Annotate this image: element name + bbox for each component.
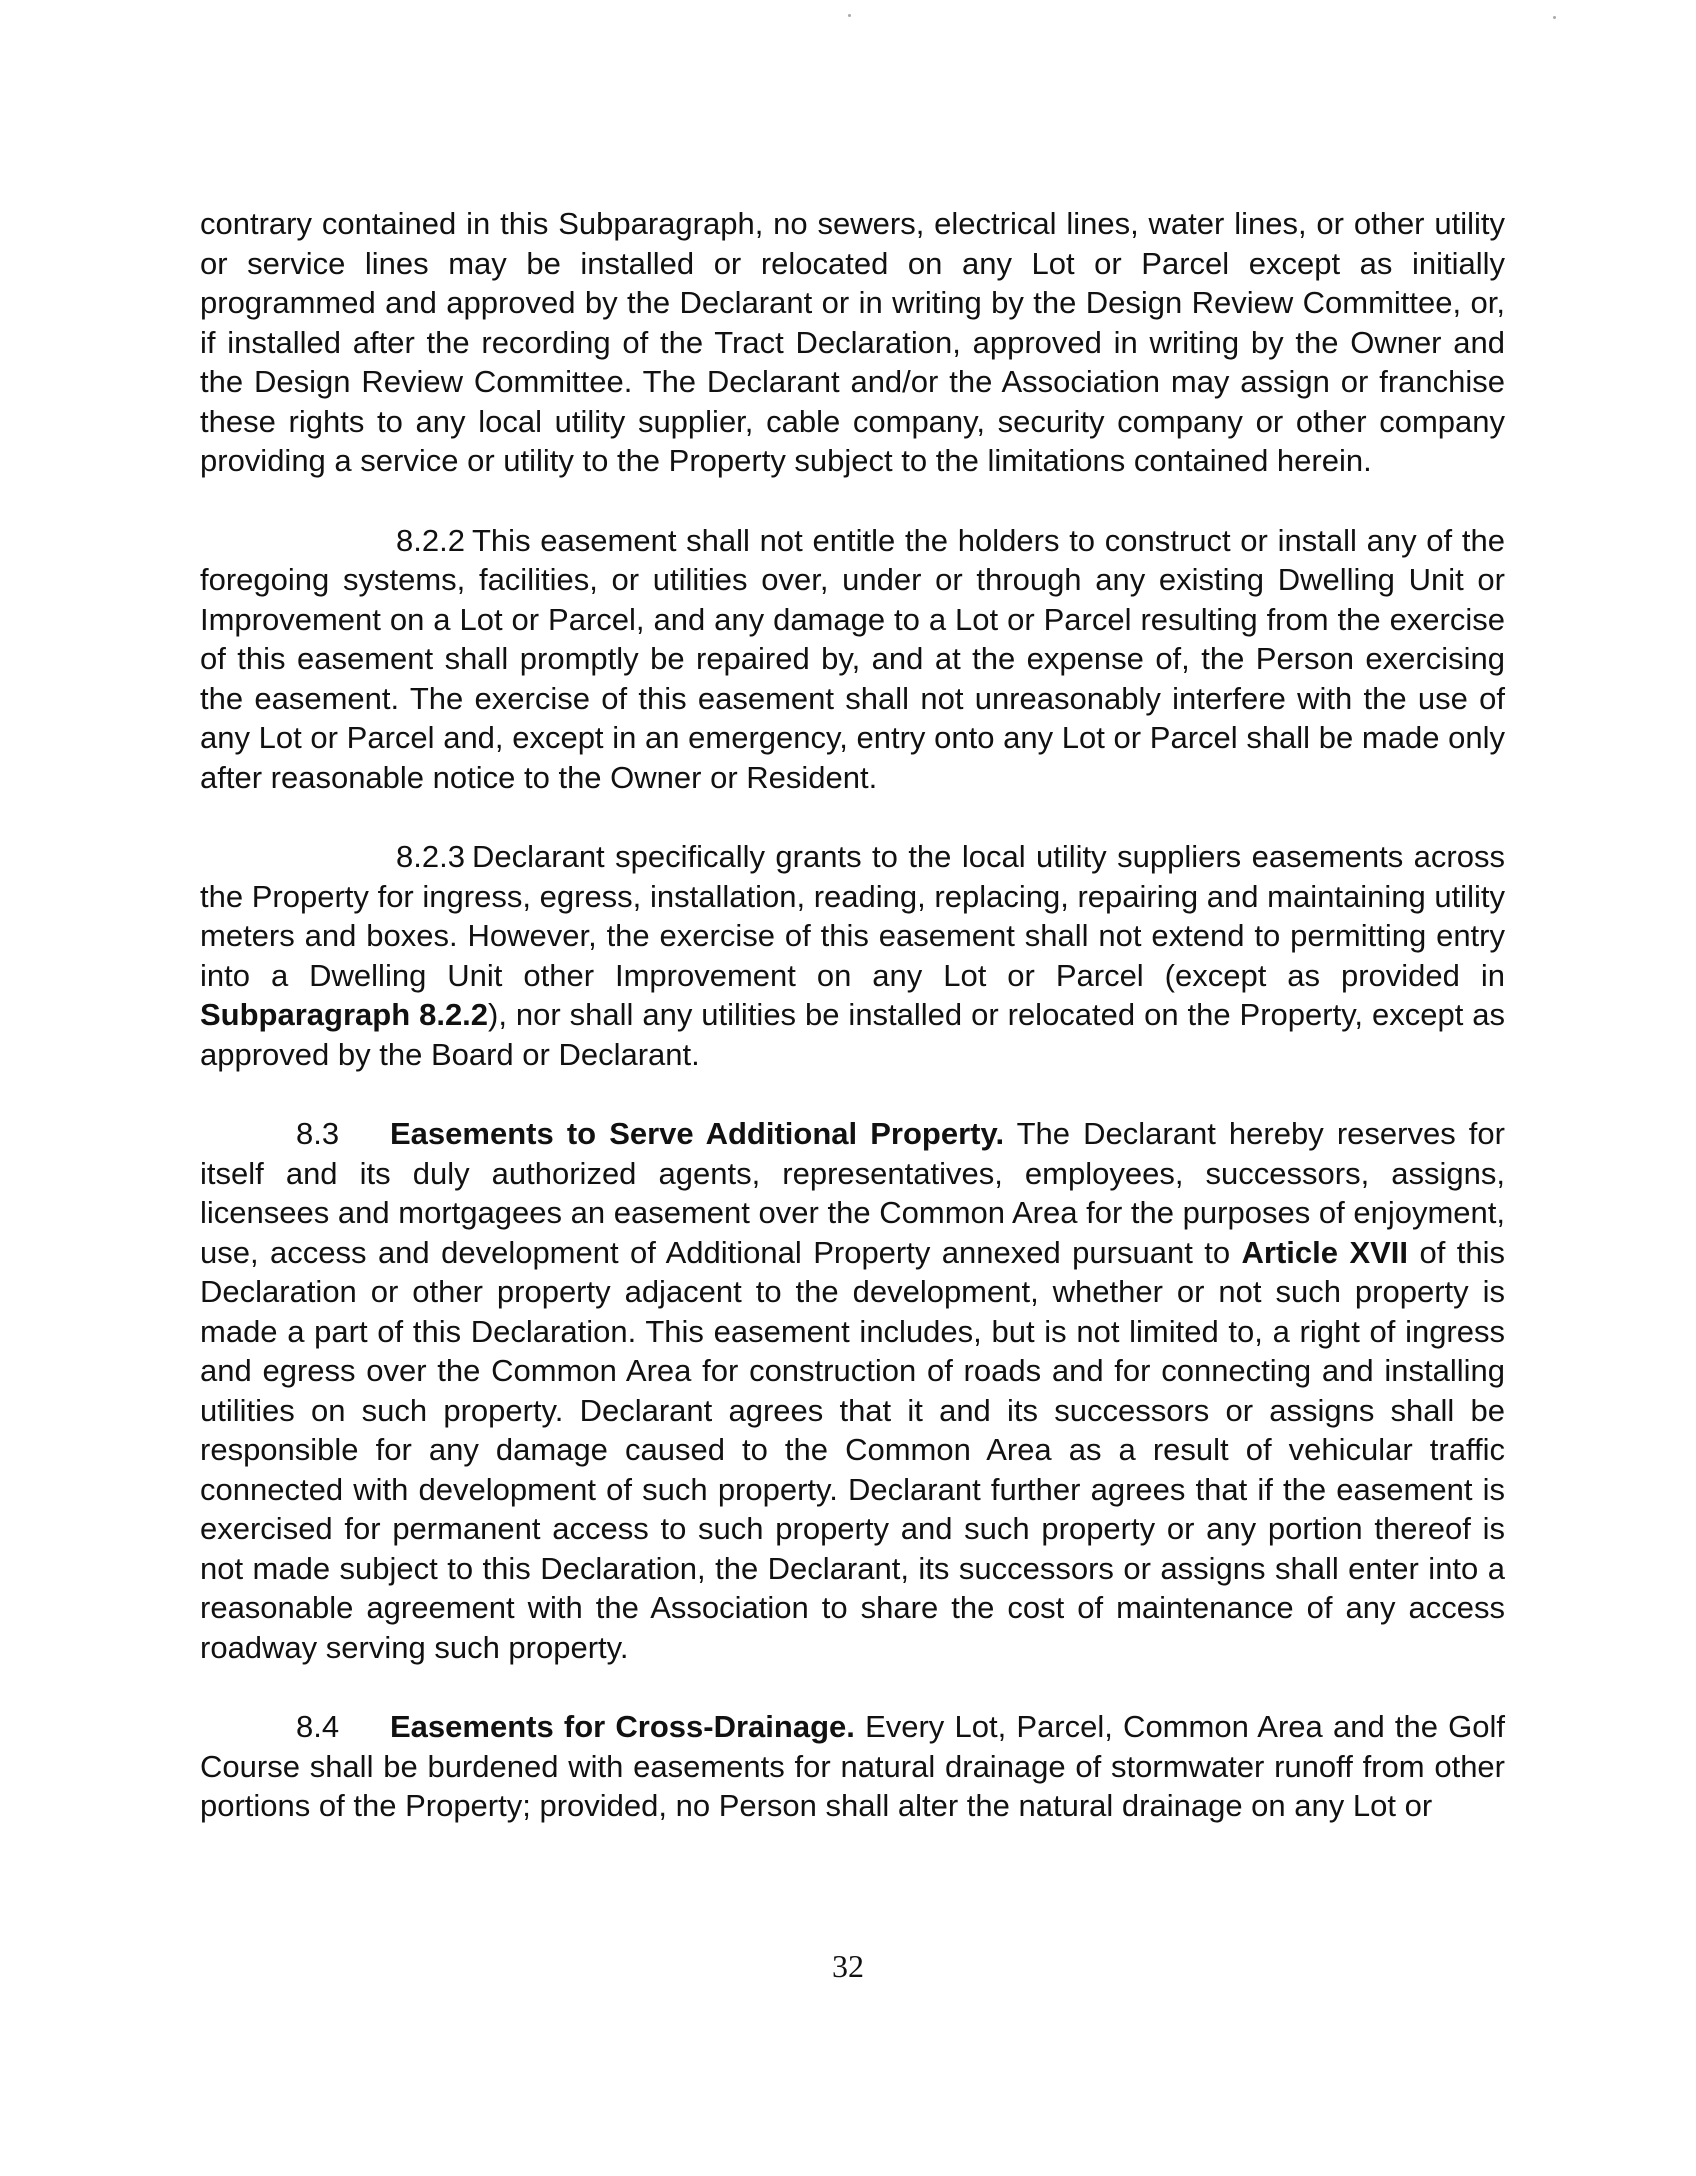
paragraph-8-3: [200, 1114, 1505, 1667]
page-number: 32: [832, 1948, 864, 1984]
paragraph-text: contrary contained in this Subparagraph, no sewers, electrical lines, water lines, or other utility or service lines may be installed or relocated on any Lot or Parcel except as initially programmed and approved by the Declarant or in writing by the Design Review Committee, or, if installed after the recording of the Tract Declaration, approved in writing by the Owner and the Design Review Committee. The Declarant and/or the Association may assign or franchise these rights to any local utility supplier, cable company, security company or other company providing a service or utility to the Property subject to the limitations contained herein.: [200, 206, 1505, 478]
cross-reference: Article XVII: [1241, 1234, 1409, 1270]
paragraph-8-2-2: [200, 521, 1505, 798]
document-body: [200, 204, 1505, 1826]
paragraph-8-4: [200, 1707, 1505, 1826]
paragraph-text: The Declarant hereby reserves for itself and its duly authorized agents, representatives, employees, successors, assigns, licensees and mortgagees an easement over the Common Area for the purposes of enjoyment, use, access and development of Additional Property annexed pursuant to: [200, 1116, 1505, 1270]
paragraph-8-2-3: [200, 837, 1505, 1074]
cross-reference: Subparagraph 8.2.2: [200, 997, 489, 1032]
paragraph-continuation: [200, 204, 1505, 481]
paragraph-text: This easement shall not entitle the holders to construct or install any of the foregoing systems, facilities, or utilities over, under or through any existing Dwelling Unit or Improvement on a Lot or Parcel, and any damage to a Lot or Parcel resulting from the exercise of this easement shall promptly be repaired by, and at the expense of, the Person exercising the easement. The exercise of this easement shall not unreasonably interfere with the use of any Lot or Parcel and, except in an emergency, entry onto any Lot or Parcel shall be made only after reasonable notice to the Owner or Resident.: [200, 522, 1505, 795]
section-heading: Easements for Cross-Drainage.: [390, 1709, 855, 1744]
section-number: 8.3: [296, 1116, 340, 1151]
section-number: 8.2.3: [396, 839, 465, 874]
paragraph-text: of this Declaration or other property adjacent to the development, whether or not such property is made a part of this Declaration. This easement includes, but is not limited to, a right of ingress and egress over the Common Area for construction of roads and for connecting and installing utilities on such property. Declarant agrees that it and its successors or assigns shall be responsible for any damage caused to the Common Area as a result of vehicular traffic connected with development of such property. Declarant further agrees that if the easement is exercised for permanent access to such property and such property or any portion thereof is not made subject to this Declaration, the Declarant, its successors or assigns shall enter into a reasonable agreement with the Association to share the cost of maintenance of any access roadway serving such property.: [200, 1234, 1505, 1665]
scan-speck: [848, 14, 851, 17]
paragraph-text: Declarant specifically grants to the local utility suppliers easements across the Property for ingress, egress, installation, reading, replacing, repairing and maintaining utility meters and boxes. However, the exercise of this easement shall not extend to permitting entry into a Dwelling Unit other Improvement on any Lot or Parcel (except as provided in: [200, 839, 1505, 993]
section-heading: Easements to Serve Additional Property.: [390, 1116, 1005, 1151]
section-number: 8.2.2: [396, 522, 465, 558]
section-number: 8.4: [296, 1709, 340, 1744]
paragraph-text: ), nor shall any utilities be installed or relocated on the Property, except as approved by the Board or Declarant.: [200, 997, 1505, 1072]
paragraph-text: Every Lot, Parcel, Common Area and the Golf Course shall be burdened with easements for natural drainage of stormwater runoff from other portions of the Property; provided, no Person shall alter the natural drainage on any Lot or: [200, 1709, 1506, 1823]
scan-speck: [1553, 16, 1556, 19]
